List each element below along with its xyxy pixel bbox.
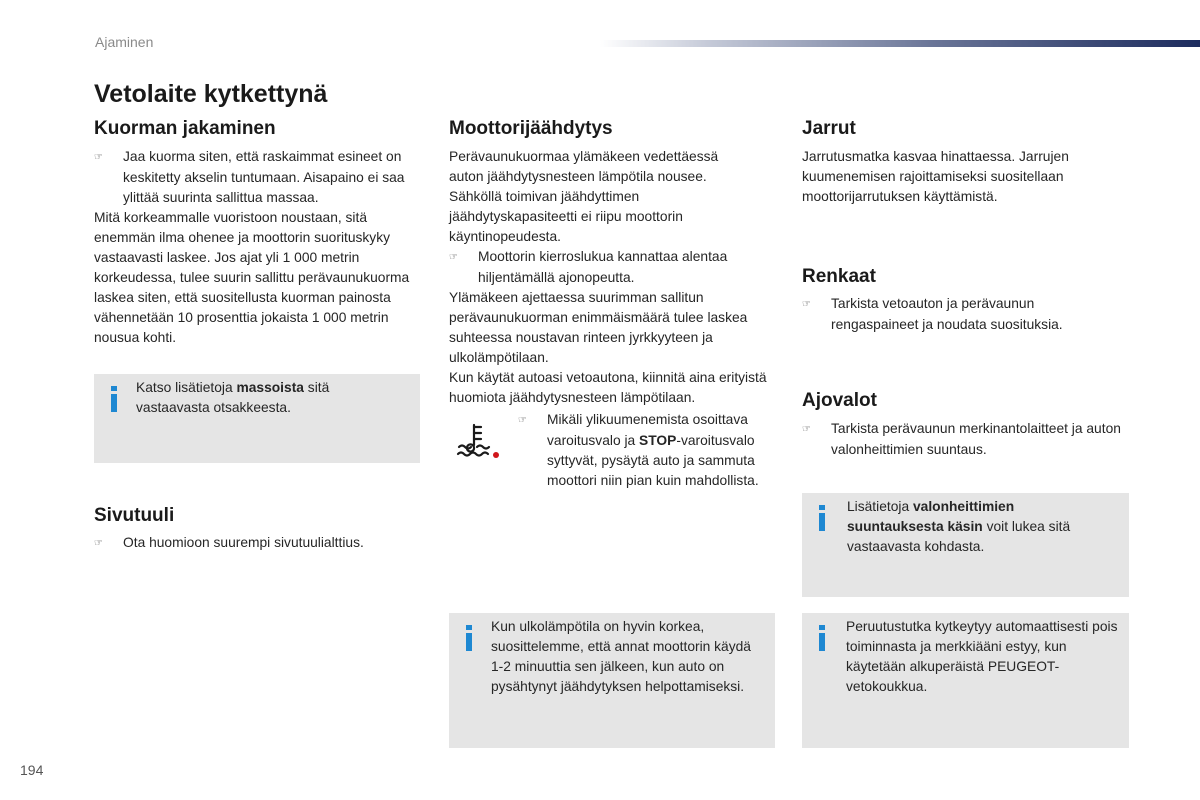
overheat-warning-text	[518, 410, 768, 491]
info-icon	[815, 625, 829, 651]
section-label: Ajaminen	[95, 34, 154, 50]
brakes-paragraph: Jarrutusmatka kasvaa hinattaessa. Jarrujen kuumenemisen rajoittamiseksi suositellaan moottorijarrutuksen käyttämistä.	[802, 149, 1069, 204]
headlights-title: Ajovalot	[802, 390, 877, 411]
load-distribution-title: Kuorman jakaminen	[94, 118, 276, 139]
bullet-hand-icon: ☞	[802, 424, 811, 435]
info-icon	[107, 386, 121, 412]
coolant-temperature-warning-icon	[454, 421, 504, 465]
bullet-hand-icon: ☞	[518, 415, 527, 426]
brakes-title: Jarrut	[802, 118, 856, 139]
load-distribution-text	[94, 147, 419, 348]
info-box-parking-sensors	[802, 613, 1129, 748]
cooling-paragraph-1: Perävaunukuormaa ylämäkeen vedettäessä auton jäähdytysnesteen lämpötila nousee. Sähköllä toimivan jäähdyttimen jäähdytyskapasiteetti ei riipu moottorin käyntinopeudesta.	[449, 149, 719, 244]
overheat-bullet: ☞ Mikäli ylikuumenemista osoittava varoitusvalo ja STOP-varoitusvalo syttyvät, pysäytä auto ja sammuta moottori niin pian kuin mahdollista.	[518, 412, 759, 488]
headlights-bullet: ☞ Tarkista perävaunun merkinantolaitteet ja auton valonheittimien suuntaus.	[802, 421, 1121, 457]
crosswind-text	[94, 533, 419, 554]
crosswind-bullet: ☞ Ota huomioon suurempi sivutuulialttius.	[94, 533, 419, 554]
load-bullet: ☞ Jaa kuorma siten, että raskaimmat esineet on keskitetty akselin tuntumaan. Aisapaino ei saa ylittää suurinta sallittua massaa.	[94, 149, 405, 205]
info-box-high-temperature-text: Kun ulkolämpötila on hyvin korkea, suosittelemme, että annat moottorin käydä 1-2 minuuttia sen jälkeen, kun auto on pysähtynyt jäähdytyksen helpottamiseksi.	[491, 619, 751, 694]
info-box-high-temperature	[449, 613, 775, 748]
bullet-hand-icon: ☞	[802, 299, 811, 310]
bullet-hand-icon: ☞	[94, 152, 103, 163]
engine-cooling-title: Moottorijäähdytys	[449, 118, 613, 139]
cooling-paragraph-3: Kun käytät autoasi vetoautona, kiinnitä aina erityistä huomiota jäähdytysnesteen lämpötilaan.	[449, 370, 767, 405]
info-box-headlight-adjustment	[802, 493, 1129, 597]
info-icon	[815, 505, 829, 531]
bullet-hand-icon: ☞	[94, 538, 103, 549]
load-paragraph: Mitä korkeammalle vuoristoon noustaan, sitä enemmän ilma ohenee ja moottorin suorituskyky vastaavasti laskee. Jos ajat yli 1 000 metrin korkeudessa, tulee suurin sallittu perävaunukuorma laskea siten, että suositellusta kuorman painosta vähennetään 10 prosenttia jokaista 1 000 metrin nousua kohti.	[94, 210, 410, 345]
cooling-bullet: ☞ Moottorin kierroslukua kannattaa alentaa hiljentämällä ajonopeutta.	[449, 249, 728, 285]
headlights-text	[802, 419, 1122, 460]
headlight-adjustment-link-text: valonheittimien suuntauksesta käsin	[847, 499, 1015, 534]
masses-link-text: massoista	[236, 380, 304, 395]
info-box-headlight-adjustment-text: Lisätietoja valonheittimien suuntauksesta käsin voit lukea sitä vastaavasta kohdasta.	[847, 499, 1071, 554]
stop-label: STOP	[639, 433, 677, 448]
warning-red-dot	[493, 452, 499, 458]
info-box-masses	[94, 374, 420, 463]
info-box-parking-sensors-text: Peruutustutka kytkeytyy automaattisesti pois toiminnasta ja merkkiääni estyy, kun käytetään alkuperäistä PEUGEOT-vetokoukkua.	[846, 619, 1118, 694]
info-icon	[462, 625, 476, 651]
info-box-masses-text: Katso lisätietoja massoista sitä vastaavasta otsakkeesta.	[136, 380, 330, 415]
tyres-text	[802, 294, 1122, 335]
bullet-hand-icon: ☞	[449, 252, 458, 263]
page-number: 194	[20, 762, 44, 778]
tyres-bullet: ☞ Tarkista vetoauton ja perävaunun rengaspaineet ja noudata suosituksia.	[802, 296, 1063, 332]
page-title: Vetolaite kytkettynä	[94, 80, 328, 108]
brakes-text	[802, 147, 1122, 207]
engine-cooling-text	[449, 147, 776, 408]
cooling-paragraph-2: Ylämäkeen ajettaessa suurimman sallitun perävaunukuorman enimmäismäärä tulee laskea suhteessa noustavan rinteen jyrkkyyteen ja ulkolämpötilaan.	[449, 290, 748, 365]
header-bar	[600, 40, 1200, 47]
crosswind-title: Sivutuuli	[94, 505, 175, 526]
tyres-title: Renkaat	[802, 266, 876, 287]
